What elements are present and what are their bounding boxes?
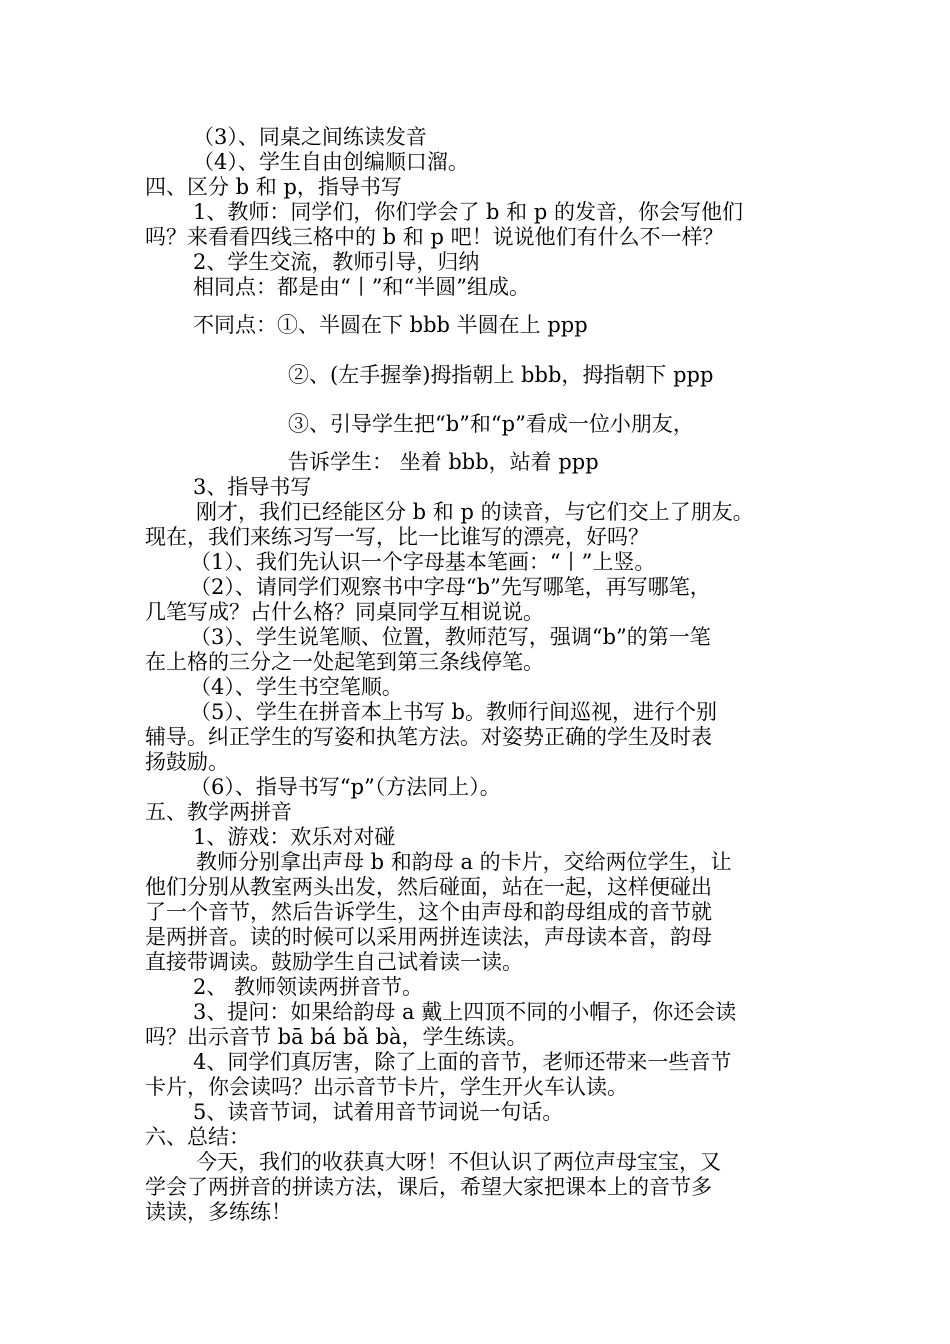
text-line: 不同点：①、半圆在下 bbb 半圆在上 ppp bbox=[193, 313, 588, 337]
text-line: 吗？来看看四线三格中的 b 和 p 吧！说说他们有什么不一样？ bbox=[145, 225, 724, 249]
text-line: 了一个音节，然后告诉学生，这个由声母和韵母组成的音节就 bbox=[145, 900, 712, 924]
text-line: 学会了两拼音的拼读方法，课后，希望大家把课本上的音节多 bbox=[145, 1175, 712, 1199]
text-line: 在上格的三分之一处起笔到第三条线停笔。 bbox=[145, 650, 544, 674]
text-line: 今天，我们的收获真大呀！不但认识了两位声母宝宝，又 bbox=[196, 1150, 721, 1174]
text-line: 现在，我们来练习写一写，比一比谁写的漂亮，好吗？ bbox=[145, 525, 649, 549]
text-line: 教师分别拿出声母 b 和韵母 a 的卡片，交给两位学生，让 bbox=[196, 850, 732, 874]
text-line: （4）、学生书空笔顺。 bbox=[190, 675, 403, 699]
text-line: 他们分别从教室两头出发，然后碰面，站在一起，这样便碰出 bbox=[145, 875, 712, 899]
text-line: ③、引导学生把“b”和“p”看成一位小朋友， bbox=[288, 412, 694, 436]
text-line: 4、同学们真厉害，除了上面的音节，老师还带来一些音节 bbox=[193, 1050, 732, 1074]
text-line: 扬鼓励。 bbox=[145, 750, 229, 774]
text-line: 卡片，你会读吗？出示音节卡片，学生开火车认读。 bbox=[145, 1075, 628, 1099]
text-line: 辅导。纠正学生的写姿和执笔方法。对姿势正确的学生及时表 bbox=[145, 725, 712, 749]
text-line: 相同点：都是由“丨”和“半圆”组成。 bbox=[193, 275, 530, 299]
text-line: 几笔写成？占什么格？同桌同学互相说说。 bbox=[145, 600, 544, 624]
text-line: （1）、我们先认识一个字母基本笔画：“丨”上竖。 bbox=[190, 550, 656, 574]
text-line: ②、(左手握拳)拇指朝上 bbb，拇指朝下 ppp bbox=[288, 363, 714, 387]
section-heading: 四、区分 b 和 p，指导书写 bbox=[145, 175, 402, 199]
text-line: 告诉学生： 坐着 bbb，站着 ppp bbox=[288, 450, 599, 474]
text-line: 是两拼音。读的时候可以采用两拼连读法，声母读本音，韵母 bbox=[145, 925, 712, 949]
text-line: 2、学生交流，教师引导，归纳 bbox=[193, 250, 480, 274]
section-heading: 五、教学两拼音 bbox=[145, 800, 292, 824]
text-line: 刚才，我们已经能区分 b 和 p 的读音，与它们交上了朋友。 bbox=[196, 500, 754, 524]
text-line: 读读，多练练！ bbox=[145, 1200, 292, 1224]
text-line: （6）、指导书写“p”（方法同上）。 bbox=[190, 775, 501, 799]
section-heading: 六、总结： bbox=[145, 1125, 250, 1149]
text-line: （4）、学生自由创编顺口溜。 bbox=[193, 150, 469, 174]
text-line: 2、 教师领读两拼音节。 bbox=[193, 975, 424, 999]
text-line: 5、读音节词，试着用音节词说一句话。 bbox=[193, 1100, 564, 1124]
text-line: （3）、学生说笔顺、位置，教师范写，强调“b”的第一笔 bbox=[190, 625, 711, 649]
text-line: （5）、学生在拼音本上书写 b。教师行间巡视，进行个别 bbox=[190, 700, 717, 724]
text-line: （2）、请同学们观察书中字母“b”先写哪笔，再写哪笔， bbox=[190, 575, 711, 599]
text-line: 3、提问：如果给韵母 a 戴上四顶不同的小帽子，你还会读 bbox=[193, 1000, 737, 1024]
text-line: 吗？出示音节 bā bá bǎ bà，学生练读。 bbox=[145, 1025, 528, 1049]
text-line: （3）、同桌之间练读发音 bbox=[193, 125, 427, 149]
text-line: 直接带调读。鼓励学生自己试着读一读。 bbox=[145, 950, 523, 974]
text-line: 1、教师：同学们，你们学会了 b 和 p 的发音，你会写他们 bbox=[193, 200, 743, 224]
text-line: 3、指导书写 bbox=[193, 475, 312, 499]
text-line: 1、游戏：欢乐对对碰 bbox=[193, 825, 396, 849]
